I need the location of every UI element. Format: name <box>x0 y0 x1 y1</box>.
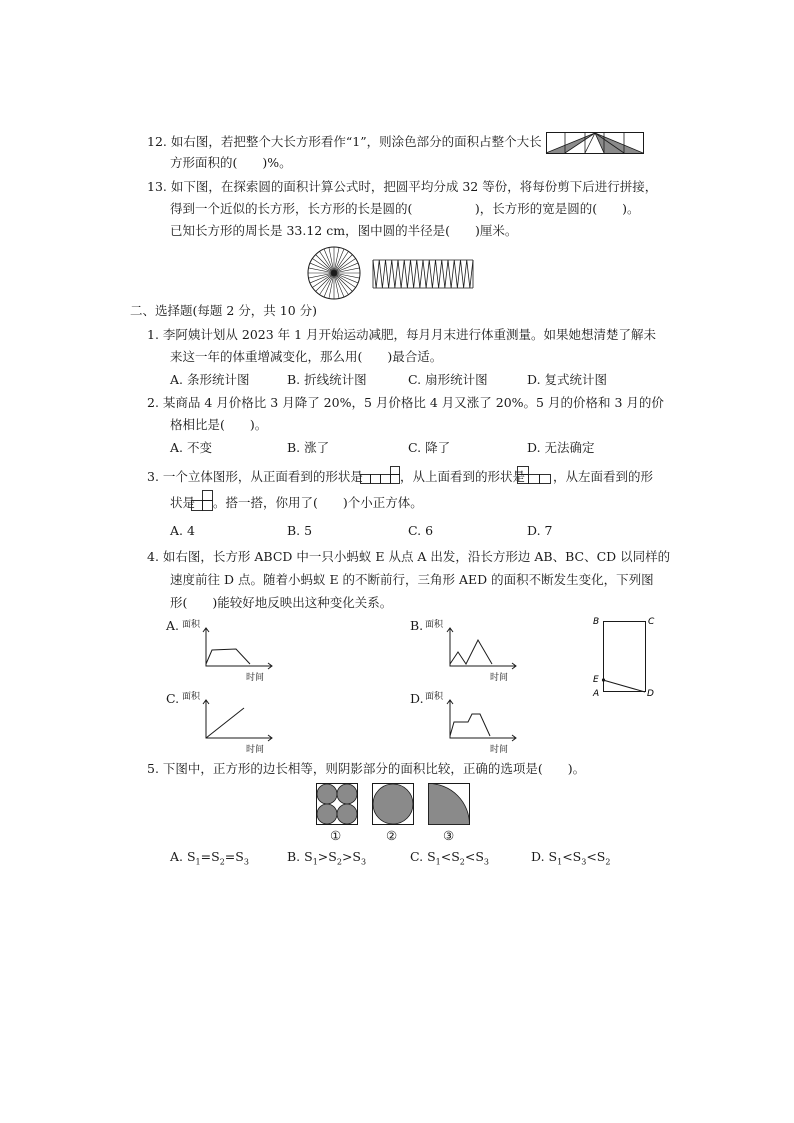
graph-b <box>440 628 520 670</box>
mc3-option-c[interactable]: C. 6 <box>408 523 434 538</box>
mc4-rectangle-abcd <box>588 612 658 698</box>
mc5-square-2 <box>372 783 414 825</box>
point-e-label: E <box>593 675 599 685</box>
q13-approx-rectangle <box>372 259 474 289</box>
mc4-line-2: 速度前往 D 点。随着小蚂蚁 E 的不断前行，三角形 AED 的面积不断发生变化，下列图 <box>170 572 654 587</box>
mc2-option-c[interactable]: C. 降了 <box>408 440 451 455</box>
graph-d <box>440 700 520 742</box>
mc5-option-a[interactable]: A. $S_1=S_2=S_3$ <box>170 849 249 867</box>
mc4-option-a[interactable]: A. <box>166 618 180 633</box>
mc2-line-1: 2. 某商品 4 月价格比 3 月降了 20%，5 月价格比 4 月又涨了 20%。5 月的价格和 3 月的价 <box>147 395 664 410</box>
mc3-option-a[interactable]: A. 4 <box>170 523 195 538</box>
mc3-part-2: ，从上面看到的形状是 <box>400 469 526 484</box>
mc4-line-1: 4. 如右图，长方形 ABCD 中一只小蚂蚁 E 从点 A 出发，沿长方形边 AB、BC、CD 以同样的 <box>147 549 671 564</box>
mc3-option-b[interactable]: B. 5 <box>287 523 313 538</box>
mc5-square-1 <box>316 783 358 825</box>
mc3-left-view <box>191 490 213 512</box>
graph-a-y-label: 面积 <box>182 620 201 630</box>
mc2-option-a[interactable]: A. 不变 <box>170 440 212 455</box>
mc5-figure-label-1: ① <box>330 828 342 843</box>
mc2-option-b[interactable]: B. 涨了 <box>287 440 330 455</box>
q13-line-2: 得到一个近似的长方形，长方形的长是圆的( )，长方形的宽是圆的( )。 <box>170 201 640 216</box>
mc1-option-d[interactable]: D. 复式统计图 <box>527 372 608 387</box>
mc3-front-view <box>360 466 400 484</box>
mc2-option-d[interactable]: D. 无法确定 <box>527 440 595 455</box>
mc5-option-d[interactable]: D. $S_1<S_3<S_2$ <box>531 849 611 867</box>
graph-c-x-label: 时间 <box>246 745 265 755</box>
mc3-top-view <box>517 466 551 484</box>
mc5-line-1: 5. 下图中，正方形的边长相等，则阴影部分的面积比较，正确的选项是( )。 <box>147 761 586 776</box>
mc4-option-d[interactable]: D. <box>410 691 424 706</box>
graph-b-x-label: 时间 <box>490 673 509 683</box>
graph-a <box>196 628 276 670</box>
mc4-option-c[interactable]: C. <box>166 691 180 706</box>
mc3-part-5: 。搭一搭，你用了( )个小正方体。 <box>213 495 423 510</box>
mc4-line-3: 形( )能较好地反映出这种变化关系。 <box>170 595 393 610</box>
mc3-part-3: ，从左面看到的形 <box>553 469 654 484</box>
mc3-part-1: 3. 一个立体图形，从正面看到的形状是 <box>147 469 363 484</box>
graph-d-y-label: 面积 <box>425 692 444 702</box>
point-d-label: D <box>647 689 654 699</box>
mc5-figure-label-3: ③ <box>443 828 455 843</box>
mc5-option-b[interactable]: B. $S_1>S_2>S_3$ <box>287 849 367 867</box>
mc5-figure-label-2: ② <box>386 828 398 843</box>
graph-a-x-label: 时间 <box>246 673 265 683</box>
mc3-part-4: 状是 <box>170 495 196 510</box>
mc2-line-2: 格相比是( )。 <box>170 417 268 432</box>
q12-line-1: 12. 如右图，若把整个大长方形看作“1”，则涂色部分的面积占整个大长 <box>147 134 542 149</box>
q13-divided-circle <box>306 245 362 301</box>
q12-rectangle-figure <box>546 132 644 154</box>
point-a-label: A <box>593 689 600 699</box>
graph-d-x-label: 时间 <box>490 745 509 755</box>
mc1-option-c[interactable]: C. 扇形统计图 <box>408 372 488 387</box>
mc5-option-c[interactable]: C. $S_1<S_2<S_3$ <box>410 849 490 867</box>
mc3-option-d[interactable]: D. 7 <box>527 523 553 538</box>
mc1-option-a[interactable]: A. 条形统计图 <box>170 372 250 387</box>
q12-line-2: 方形面积的( )%。 <box>170 155 292 170</box>
mc1-line-2: 来这一年的体重增减变化，那么用( )最合适。 <box>170 349 443 364</box>
q13-line-1: 13. 如下图，在探索圆的面积计算公式时，把圆平均分成 32 等份，将每份剪下后进行拼接， <box>147 179 658 194</box>
mc1-line-1: 1. 李阿姨计划从 2023 年 1 月开始运动减肥，每月月末进行体重测量。如果她想清楚了解未 <box>147 327 657 342</box>
point-c-label: C <box>648 617 655 627</box>
mc1-option-b[interactable]: B. 折线统计图 <box>287 372 367 387</box>
section-2-title: 二、选择题(每题 2 分，共 10 分) <box>130 303 318 318</box>
mc5-square-3 <box>428 783 470 825</box>
q13-line-3: 已知长方形的周长是 33.12 cm，图中圆的半径是( )厘米。 <box>170 223 518 238</box>
graph-c <box>196 700 276 742</box>
graph-c-y-label: 面积 <box>182 692 201 702</box>
graph-b-y-label: 面积 <box>425 620 444 630</box>
mc4-option-b[interactable]: B. <box>410 618 424 633</box>
point-b-label: B <box>593 617 600 627</box>
